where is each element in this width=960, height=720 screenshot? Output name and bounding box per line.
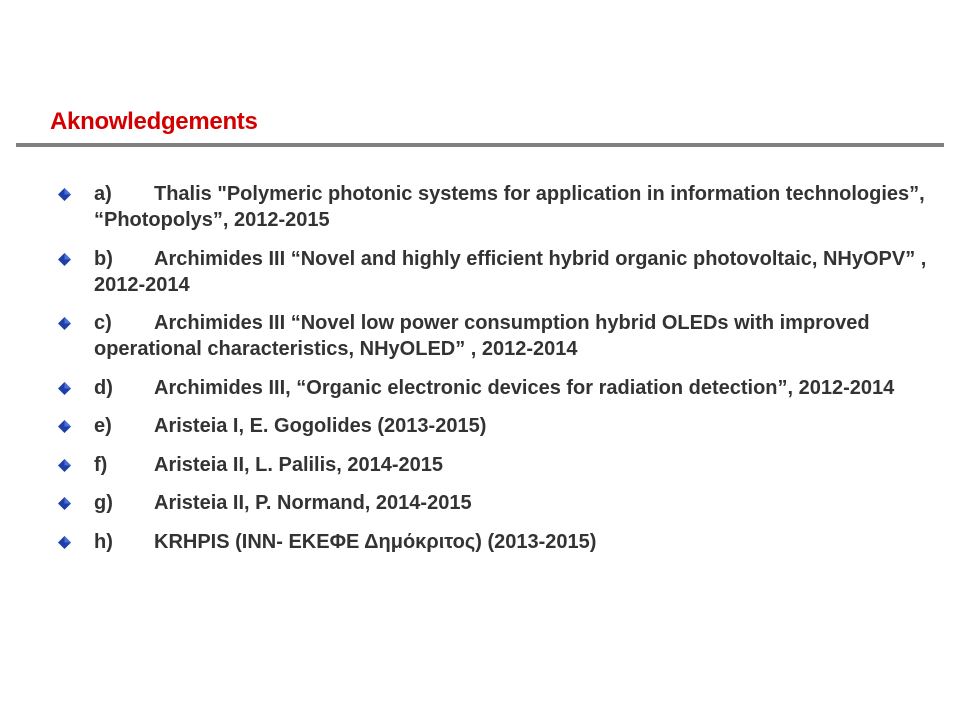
slide-title: Aknowledgements xyxy=(50,108,258,135)
item-letter: c) xyxy=(94,312,112,334)
item-text: Archimides III, “Organic electronic devices for radiation detection”, 2012-2014 xyxy=(154,376,895,399)
title-underline xyxy=(16,143,944,147)
list-item xyxy=(56,452,936,478)
item-text: KRHPIS (INN- ΕΚΕΦΕ Δημόκριτος) (2013-2015) xyxy=(154,530,597,553)
item-letter: f) xyxy=(94,453,108,476)
item-letter: h) xyxy=(94,530,113,553)
item-letter: a) xyxy=(94,183,112,205)
item-text: Thalis "Polymeric photonic systems for application in information technologies”, “Photopolys”, 2012-2015 xyxy=(94,183,925,231)
list-item xyxy=(56,246,936,298)
diamond-icon xyxy=(58,536,71,549)
item-text: Archimides III “Novel low power consumption hybrid OLEDs with improved operational characteristics, NHyOLED” , 2012-2014 xyxy=(94,312,870,360)
item-text: Aristeia I, E. Gogolides (2013-2015) xyxy=(154,415,487,437)
list-item xyxy=(56,375,936,401)
item-letter: e) xyxy=(94,415,112,437)
item-text: Archimides III “Novel and highly efficient hybrid organic photovoltaic, NHyOPV” , 2012-2014 xyxy=(94,247,927,296)
item-text: Aristeia II, L. Palilis, 2014-2015 xyxy=(154,453,444,476)
diamond-icon xyxy=(58,253,71,266)
item-letter: g) xyxy=(94,492,113,514)
acknowledgements-list xyxy=(56,181,936,567)
diamond-icon xyxy=(58,459,71,472)
diamond-icon xyxy=(58,188,71,201)
diamond-icon xyxy=(58,317,71,330)
diamond-icon xyxy=(58,382,71,395)
item-letter: b) xyxy=(94,247,113,270)
list-item xyxy=(56,181,936,233)
diamond-icon xyxy=(58,420,71,433)
list-item xyxy=(56,529,936,555)
diamond-icon xyxy=(58,497,71,510)
list-item xyxy=(56,413,936,439)
item-letter: d) xyxy=(94,376,113,399)
list-item xyxy=(56,490,936,516)
list-item xyxy=(56,310,936,362)
item-text: Aristeia II, P. Normand, 2014-2015 xyxy=(154,492,472,514)
